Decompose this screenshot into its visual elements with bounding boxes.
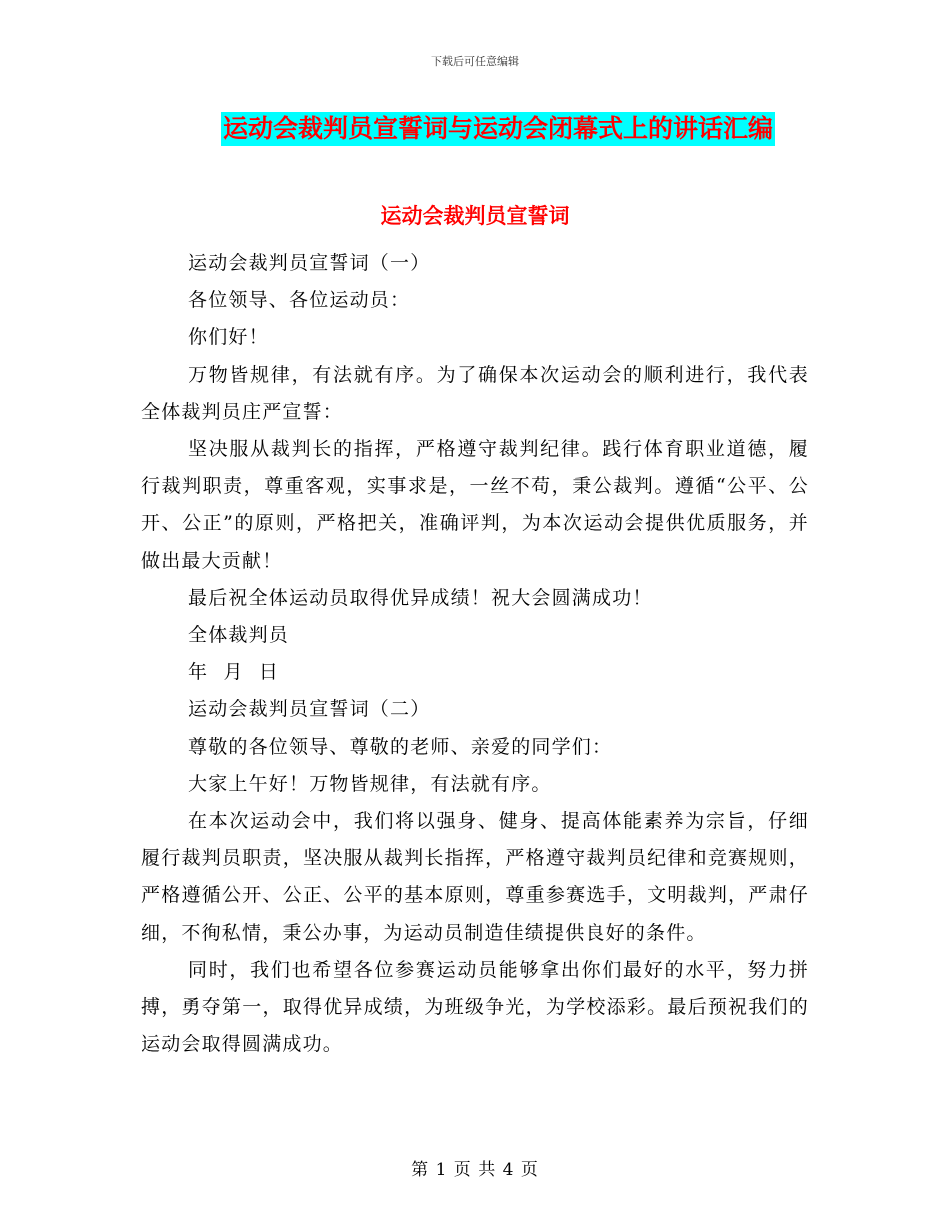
section-title: 运动会裁判员宣誓词 xyxy=(380,204,570,228)
document-body xyxy=(141,245,809,1063)
paragraph: 在本次运动会中，我们将以强身、健身、提高体能素养为宗旨，仔细履行裁判员职责，坚决服从裁判长指挥，严格遵守裁判员纪律和竞赛规则，严格遵循公开、公正、公平的基本原则，尊重参赛选手，文明裁判，严肃仔细，不徇私情，秉公办事，为运动员制造佳绩提供良好的条件。 xyxy=(141,810,809,944)
paragraph: 坚决服从裁判长的指挥，严格遵守裁判纪律。践行体育职业道德，履行裁判职责，尊重客观，实事求是，一丝不苟，秉公裁判。遵循“公平、公开、公正”的原则，严格把关，准确评判，为本次运动会提供优质服务，并做出最大贡献！ xyxy=(141,438,809,572)
paragraph: 各位领导、各位运动员： xyxy=(188,289,411,312)
signature-line: 全体裁判员 xyxy=(188,624,290,647)
paragraph: 最后祝全体运动员取得优异成绩！祝大会圆满成功！ xyxy=(188,586,653,609)
doc-title-container xyxy=(0,112,950,146)
header-note: 下载后可任意编辑 xyxy=(431,55,519,68)
paragraph: 你们好！ xyxy=(188,326,269,349)
paragraph: 大家上午好！万物皆规律，有法就有序。 xyxy=(188,772,552,795)
paragraph: 尊敬的各位领导、尊敬的老师、亲爱的同学们： xyxy=(188,735,613,758)
paragraph: 万物皆规律，有法就有序。为了确保本次运动会的顺利进行，我代表全体裁判员庄严宣誓： xyxy=(141,363,809,423)
doc-title: 运动会裁判员宣誓词与运动会闭幕式上的讲话汇编 xyxy=(221,112,775,146)
paragraph: 运动会裁判员宣誓词（一） xyxy=(188,252,431,274)
paragraph: 运动会裁判员宣誓词（二） xyxy=(188,698,431,721)
date-line: 年 月 日 xyxy=(188,661,280,684)
paragraph: 同时，我们也希望各位参赛运动员能够拿出你们最好的水平，努力拼搏，勇夺第一，取得优异成绩，为班级争光，为学校添彩。最后预祝我们的运动会取得圆满成功。 xyxy=(141,958,809,1056)
page-footer: 第 1 页 共 4 页 xyxy=(411,1160,539,1180)
